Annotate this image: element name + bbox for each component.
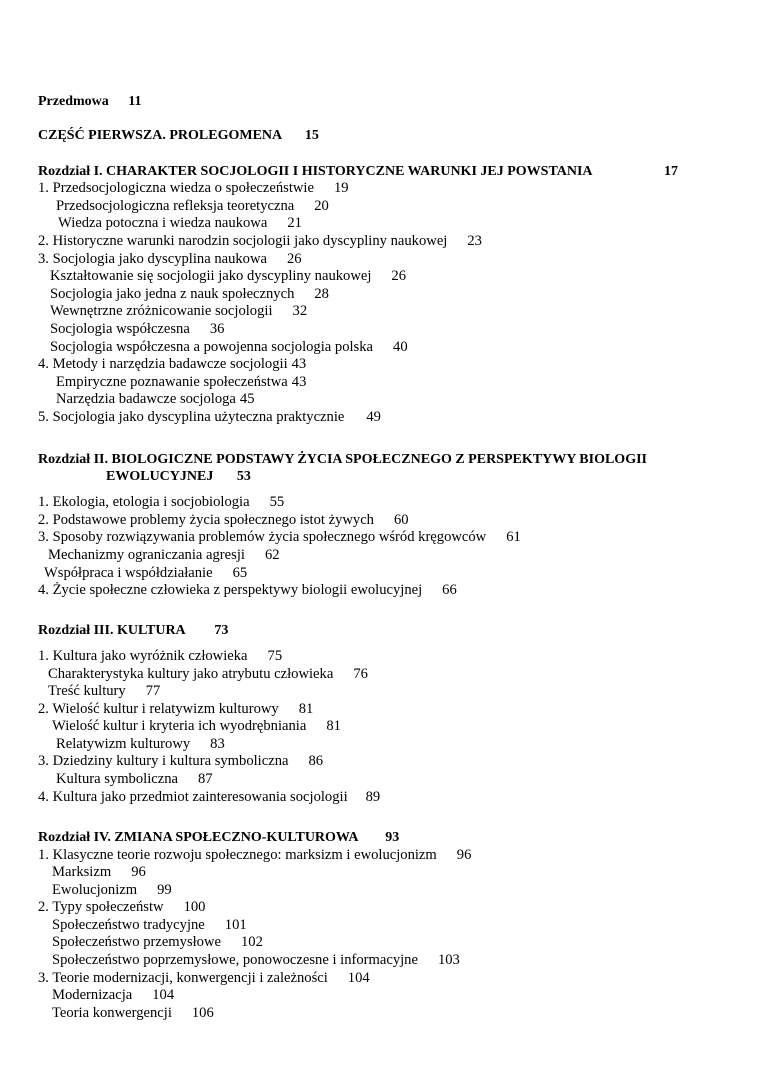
toc-entry-title: Socjologia współczesna a powojenna socjologia polska — [50, 339, 374, 355]
toc-entry-page: 77 — [145, 683, 161, 699]
toc-title: CZĘŚĆ PIERWSZA. PROLEGOMENA — [38, 128, 282, 143]
toc-page: 53 — [236, 469, 251, 484]
toc-entry-title: 2. Typy społeczeństw — [38, 899, 164, 915]
toc-entry — [52, 917, 247, 934]
toc-entry-page: 43 — [291, 374, 307, 390]
toc-entry-page: 45 — [239, 391, 255, 407]
toc-title: Rozdział IV. ZMIANA SPOŁECZNO-KULTUROWA — [38, 830, 358, 845]
toc-entry-title: 1. Ekologia, etologia i socjobiologia — [38, 494, 250, 510]
toc-entry-page: 102 — [241, 934, 263, 950]
toc-entry — [38, 180, 349, 197]
toc-entry-page: 96 — [131, 864, 146, 880]
toc-entry — [52, 882, 172, 899]
toc-title: Rozdział I. CHARAKTER SOCJOLOGII I HISTORYCZNE WARUNKI JEJ POWSTANIA — [38, 164, 593, 179]
toc-entry-title: 3. Socjologia jako dyscyplina naukowa — [38, 251, 267, 267]
toc-entry — [50, 321, 224, 338]
toc-entry-page: 101 — [224, 917, 247, 933]
toc-entry-page: 100 — [183, 899, 206, 915]
toc-entry-title: Empiryczne poznawanie społeczeństwa — [56, 374, 288, 390]
toc-entry-page: 36 — [209, 321, 225, 337]
toc-entry-page: 104 — [347, 970, 370, 986]
toc-entry-title: 5. Socjologia jako dyscyplina użyteczna praktycznie — [38, 409, 345, 425]
toc-entry — [38, 753, 323, 770]
toc-chapter-heading — [38, 829, 399, 846]
toc-entry — [52, 987, 174, 1004]
toc-entry-page: 28 — [314, 286, 329, 302]
toc-entry-page: 89 — [365, 789, 381, 805]
toc-entry-title: Narzędzia badawcze socjologa — [56, 391, 236, 407]
toc-entry-page: 96 — [456, 847, 472, 863]
toc-entry — [48, 547, 280, 564]
toc-preface — [38, 93, 142, 110]
toc-entry-page: 76 — [353, 666, 368, 682]
toc-entry — [38, 648, 282, 665]
toc-entry — [52, 952, 460, 969]
toc-title: Rozdział III. KULTURA — [38, 623, 185, 638]
toc-entry-page: 55 — [269, 494, 285, 510]
toc-entry — [38, 494, 284, 511]
toc-entry-title: 4. Kultura jako przedmiot zainteresowania socjologii — [38, 789, 348, 805]
toc-entry-title: 1. Klasyczne teorie rozwoju społecznego: marksizm i ewolucjonizm — [38, 847, 437, 863]
toc-entry — [38, 233, 482, 250]
toc-entry — [48, 683, 160, 700]
toc-entry-title: Wiedza potoczna i wiedza naukowa — [58, 215, 268, 231]
toc-entry-title: Społeczeństwo tradycyjne — [52, 917, 205, 933]
toc-page: 93 — [385, 830, 400, 845]
toc-entry-title: 4. Życie społeczne człowieka z perspektywy biologii ewolucyjnej — [38, 582, 423, 598]
toc-entry-title: Ewolucjonizm — [52, 882, 138, 898]
toc-entry-page: 86 — [308, 753, 324, 769]
toc-entry — [38, 899, 205, 916]
toc-entry — [38, 701, 313, 718]
toc-entry-page: 103 — [437, 952, 460, 968]
toc-entry-page: 40 — [393, 339, 408, 355]
toc-entry-title: Modernizacja — [52, 987, 133, 1003]
toc-title: Rozdział II. BIOLOGICZNE PODSTAWY ŻYCIA SPOŁECZNEGO Z PERSPEKTYWY BIOLOGII — [38, 452, 647, 467]
toc-entry-title: 2. Historyczne warunki narodzin socjologii jako dyscypliny naukowej — [38, 233, 448, 249]
toc-entry — [52, 1005, 214, 1022]
toc-entry — [56, 198, 329, 215]
toc-chapter-heading — [38, 451, 647, 468]
toc-entry-title: Teoria konwergencji — [52, 1005, 172, 1021]
toc-entry — [38, 251, 302, 268]
toc-entry-title: Przedsocjologiczna refleksja teoretyczna — [56, 198, 295, 214]
toc-title: Przedmowa — [38, 94, 109, 109]
toc-entry — [38, 529, 521, 546]
toc-entry — [44, 565, 247, 582]
toc-entry-title: 3. Sposoby rozwiązywania problemów życia społecznego wśród kręgowców — [38, 529, 487, 545]
toc-entry-title: 3. Teorie modernizacji, konwergencji i zależności — [38, 970, 328, 986]
toc-entry-title: Treść kultury — [48, 683, 126, 699]
toc-entry-page: 23 — [467, 233, 482, 249]
toc-entry — [38, 356, 306, 373]
toc-chapter-heading — [38, 622, 228, 639]
toc-entry-title: Kształtowanie się socjologii jako dyscypliny naukowej — [50, 268, 372, 284]
toc-entry-title: Socjologia jako jedna z nauk społecznych — [50, 286, 295, 302]
toc-entry — [38, 582, 457, 599]
toc-entry-title: Marksizm — [52, 864, 112, 880]
toc-entry-title: Mechanizmy ograniczania agresji — [48, 547, 245, 563]
toc-entry-title: Relatywizm kulturowy — [56, 736, 191, 752]
toc-entry — [56, 736, 225, 753]
toc-entry-title: 1. Kultura jako wyróżnik człowieka — [38, 648, 248, 664]
toc-entry-title: Społeczeństwo przemysłowe — [52, 934, 221, 950]
toc-page: 73 — [214, 623, 229, 638]
toc-entry-title: Charakterystyka kultury jako atrybutu człowieka — [48, 666, 334, 682]
toc-entry-page: 60 — [393, 512, 409, 528]
toc-entry — [38, 409, 381, 426]
toc-entry-title: 2. Wielość kultur i relatywizm kulturowy — [38, 701, 279, 717]
toc-entry — [50, 286, 329, 303]
toc-entry-page: 99 — [157, 882, 172, 898]
toc-entry — [48, 666, 368, 683]
toc-entry-page: 81 — [298, 701, 314, 717]
toc-entry-title: Socjologia współczesna — [50, 321, 190, 337]
toc-part-heading — [38, 127, 319, 144]
toc-entry-page: 87 — [198, 771, 213, 787]
toc-entry-title: Współpraca i współdziałanie — [44, 565, 213, 581]
toc-entry — [52, 718, 341, 735]
toc-entry-page: 61 — [506, 529, 521, 545]
toc-page: 11 — [128, 94, 142, 109]
toc-entry-title: 3. Dziedziny kultury i kultura symboliczna — [38, 753, 289, 769]
toc-entry-page: 26 — [391, 268, 406, 284]
toc-entry — [58, 215, 302, 232]
toc-entry-page: 19 — [333, 180, 349, 196]
toc-entry — [38, 789, 380, 806]
toc-entry-page: 83 — [210, 736, 225, 752]
toc-entry-page: 49 — [366, 409, 381, 425]
toc-entry-page: 75 — [267, 648, 283, 664]
toc-page: 15 — [304, 128, 319, 143]
toc-entry — [56, 374, 306, 391]
toc-chapter-heading-cont — [106, 468, 251, 485]
toc-entry — [52, 864, 146, 881]
toc-chapter-heading — [38, 163, 593, 180]
toc-entry-title: 2. Podstawowe problemy życia społecznego istot żywych — [38, 512, 374, 528]
toc-entry-page: 65 — [232, 565, 248, 581]
toc-entry-page: 66 — [442, 582, 457, 598]
toc-entry — [56, 771, 213, 788]
toc-entry-page: 21 — [287, 215, 302, 231]
toc-entry-page: 26 — [287, 251, 302, 267]
toc-entry-title: Społeczeństwo poprzemysłowe, ponowoczesne i informacyjne — [52, 952, 418, 968]
toc-entry-title: 4. Metody i narzędzia badawcze socjologii — [38, 356, 288, 372]
toc-entry — [56, 391, 254, 408]
toc-entry-title: 1. Przedsocjologiczna wiedza o społeczeństwie — [38, 180, 314, 196]
toc-entry — [38, 847, 471, 864]
toc-entry-page: 62 — [264, 547, 280, 563]
toc-entry-page: 106 — [191, 1005, 214, 1021]
toc-entry-page: 81 — [326, 718, 341, 734]
toc-entry-title: Wielość kultur i kryteria ich wyodrębniania — [52, 718, 307, 734]
toc-entry-page: 104 — [152, 987, 175, 1003]
toc-entry — [50, 339, 408, 356]
toc-entry-page: 32 — [292, 303, 308, 319]
toc-entry — [50, 268, 406, 285]
toc-entry — [38, 970, 370, 987]
toc-entry — [52, 934, 263, 951]
toc-entry-title: Wewnętrzne zróżnicowanie socjologii — [50, 303, 273, 319]
toc-entry-page: 20 — [314, 198, 329, 214]
toc-title: EWOLUCYJNEJ — [106, 469, 214, 484]
toc-entry — [50, 303, 307, 320]
toc-entry-page: 43 — [291, 356, 307, 372]
toc-entry — [38, 512, 409, 529]
toc-page: 17 — [664, 164, 678, 179]
toc-entry-title: Kultura symboliczna — [56, 771, 178, 787]
